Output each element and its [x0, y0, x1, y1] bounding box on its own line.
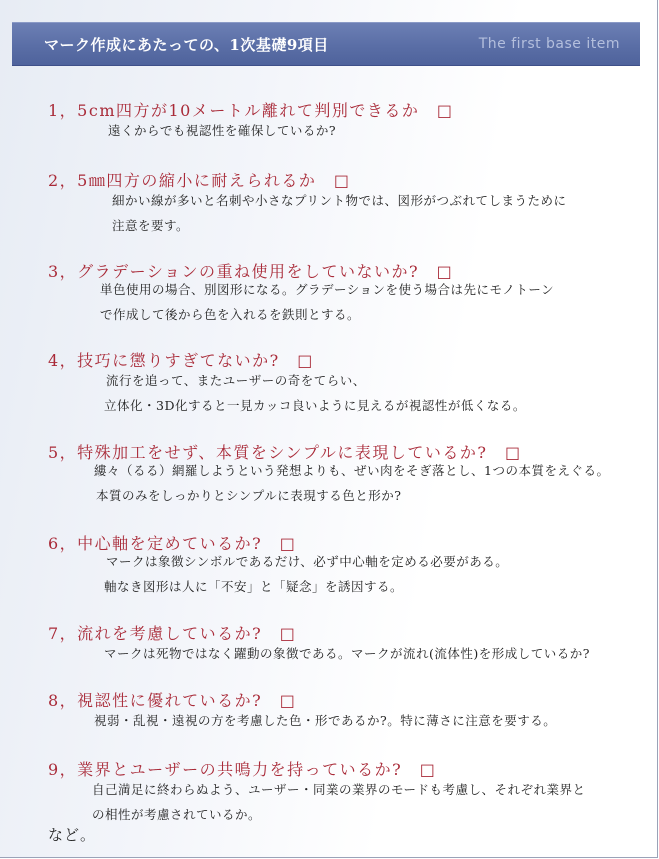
page-subtitle: The first base item: [478, 36, 620, 52]
page-title: マーク作成にあたっての、1次基礎9項目: [44, 36, 329, 54]
item-description: [104, 641, 590, 666]
item-description: [104, 549, 508, 599]
item-desc-line: 単色使用の場合、別図形になる。グラデーションを使う場合は先にモノトーン: [100, 282, 555, 297]
item-desc-line: マークは死物ではなく躍動の象徴である。マークが流れ(流体性)を形成しているか?: [104, 646, 590, 661]
item-title: 9，業界とユーザーの共鳴力を持っているか? □: [48, 760, 437, 779]
item-title: 1，5cm四方が10メートル離れて判別できるか □: [48, 101, 454, 120]
item-description: [94, 708, 556, 733]
item-description: [94, 458, 609, 508]
item-desc-line: マークは象徴シンボルであるだけ、必ず中心軸を定める必要がある。: [106, 554, 509, 569]
item-desc-line: 細かい線が多いと名刺や小さなプリント物では、図形がつぶれてしまうために: [112, 193, 567, 208]
item-title: 3，グラデーションの重ね使用をしていないか? □: [48, 262, 454, 281]
item-title: 6，中心軸を定めているか? □: [48, 534, 297, 553]
item-desc-line: 縷々（るる）網羅しようという発想よりも、ぜい肉をそぎ落とし、1つの本質をえぐる。: [94, 463, 610, 478]
item-desc-line: で作成して後から色を入れるを鉄則とする。: [100, 307, 361, 322]
item-title: 2，5㎜四方の縮小に耐えられるか □: [48, 171, 351, 190]
item-desc-line: 注意を要す。: [112, 218, 190, 233]
item-desc-line: 遠くからでも視認性を確保しているか?: [108, 123, 337, 138]
item-title: 5，特殊加工をせず、本質をシンプルに表現しているか? □: [48, 443, 522, 462]
item-description: [104, 368, 526, 418]
item-desc-line: 自己満足に終わらぬよう、ユーザー・同業の業界のモードも考慮し、それぞれ業界と: [92, 782, 586, 797]
item-desc-line: 立体化・3D化すると一見カッコ良いように見えるが視認性が低くなる。: [104, 398, 526, 413]
item-description: [100, 277, 554, 327]
item-description: [108, 118, 336, 143]
item-title: 7，流れを考慮しているか? □: [48, 624, 297, 643]
item-title: 4，技巧に懲りすぎてないか? □: [48, 351, 314, 370]
item-description: [92, 777, 586, 827]
header-bar: [12, 22, 640, 66]
item-desc-line: 軸なき図形は人に「不安」と「疑念」を誘因する。: [104, 579, 404, 594]
item-title: 8，視認性に優れているか? □: [48, 691, 297, 710]
item-desc-line: 流行を追って、またユーザーの奇をてらい、: [106, 373, 366, 388]
item-desc-line: の相性が考慮されているか。: [92, 807, 262, 822]
closing-text: など。: [48, 826, 97, 844]
item-description: [112, 188, 567, 238]
item-desc-line: 本質のみをしっかりとシンプルに表現する色と形か?: [96, 488, 402, 503]
item-desc-line: 視弱・乱視・遠視の方を考慮した色・形であるか?。特に薄さに注意を要する。: [94, 713, 557, 728]
